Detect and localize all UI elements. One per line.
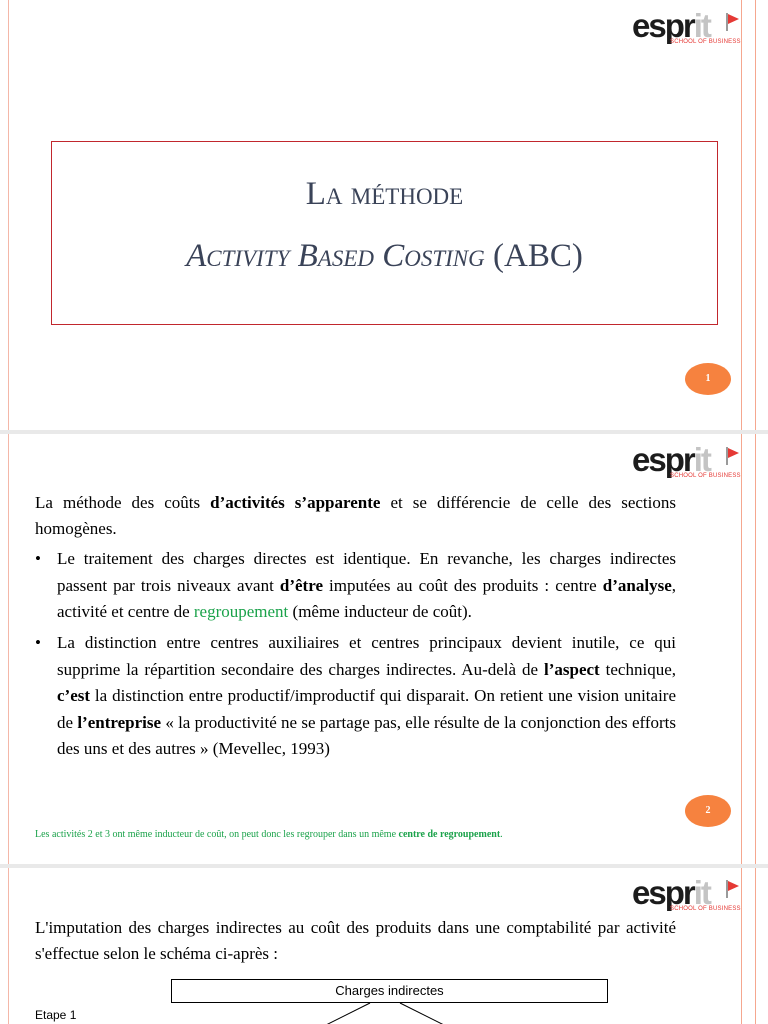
bullet-item-2: • La distinction entre centres auxiliaires et centres principaux devient inutile, ce qui supprime la répartition secondaire des charges indirectes. Au-delà de l’aspect technique, c’est la distinction entre productif/improductif qui disparait. On retient une vision unitaire de l’entreprise « la productivité ne se partage pas, elle résulte de la conjonction des efforts des uns et des autres » (Mevellec, 1993) bbox=[35, 630, 676, 763]
schema-intro-paragraph: L'imputation des charges indirectes au coût des produits dans une comptabilité par activité s'effectue selon le schéma ci-après : bbox=[35, 918, 676, 963]
etape-label: Etape 1 bbox=[35, 1008, 77, 1022]
esprit-logo: esprit SCHOOL OF BUSINESS bbox=[632, 441, 741, 479]
left-border-line bbox=[8, 0, 9, 430]
left-border-line bbox=[8, 434, 9, 864]
flag-icon bbox=[728, 448, 739, 458]
page-number-badge: 2 bbox=[685, 795, 731, 827]
right-border-line bbox=[741, 0, 742, 430]
right-border-line-outer bbox=[755, 0, 756, 430]
connector-right bbox=[400, 1003, 450, 1024]
slide-2 bbox=[0, 434, 768, 864]
bullet-icon: • bbox=[35, 549, 41, 568]
intro-paragraph: La méthode des coûts d’activités s’apparente et se différencie de celle des sections homogènes. bbox=[35, 493, 676, 538]
footnote: Les activités 2 et 3 ont même inducteur de coût, on peut donc les regrouper dans un même centre de regroupement. bbox=[35, 829, 503, 840]
right-border-line-outer bbox=[755, 434, 756, 864]
slide-title-line2: Activity Based Costing (ABC) bbox=[186, 238, 583, 274]
connector-left bbox=[320, 1003, 370, 1024]
title-box bbox=[51, 141, 718, 325]
bullet-icon: • bbox=[35, 633, 41, 652]
slide-3 bbox=[0, 868, 768, 1024]
charges-indirectes-box: Charges indirectes bbox=[171, 979, 608, 1003]
slide-title-line1: La méthode bbox=[305, 176, 464, 212]
right-border-line bbox=[741, 434, 742, 864]
page-number-badge: 1 bbox=[685, 363, 731, 395]
flag-icon bbox=[728, 14, 739, 24]
esprit-logo: esprit SCHOOL OF BUSINESS bbox=[632, 874, 741, 912]
esprit-logo: esprit SCHOOL OF BUSINESS bbox=[632, 7, 741, 45]
diagram-connectors bbox=[0, 868, 768, 1024]
bullet-item-1: • Le traitement des charges directes est identique. En revanche, les charges indirectes passent par trois niveaux avant d’être imputées au coût des produits : centre d’analyse, activité et centre de regroupement (même inducteur de coût). bbox=[35, 546, 676, 626]
slide-1 bbox=[0, 0, 768, 430]
